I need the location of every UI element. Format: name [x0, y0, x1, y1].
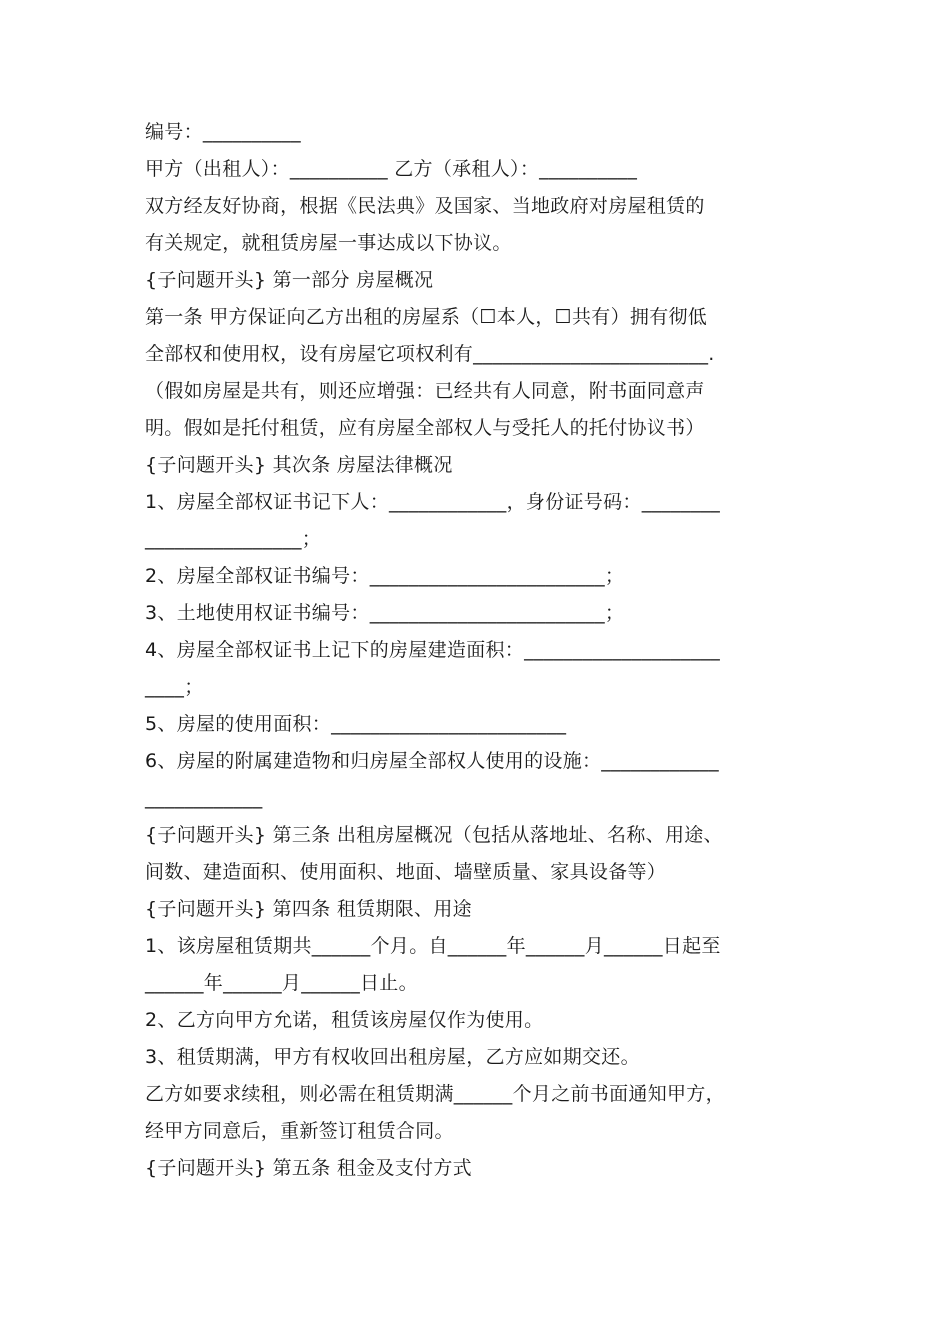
document-page [145, 114, 815, 1187]
article-4-item-2: 2、乙方向甲方允诺，租赁该房屋仅作为使用。 [145, 1009, 544, 1031]
article-3-line-2: 间数、建造面积、使用面积、地面、墙壁质量、家具设备等） [145, 861, 667, 883]
preamble-line-2: 有关规定，就租赁房屋一事达成以下协议。 [145, 232, 512, 254]
article-1-note-line-1: （假如房屋是共有，则还应增强：已经共有人同意，附书面同意声 [145, 380, 705, 402]
item-5-usable-area: 5、房屋的使用面积：________________________ [145, 713, 567, 735]
article-1-note-line-2: 明。假如是托付租赁，应有房屋全部权人与受托人的托付协议书） [145, 417, 705, 439]
item-6-facilities: 6、房屋的附属建造物和归房屋全部权人使用的设施：____________ [145, 750, 719, 772]
article-1-line-2: 全部权和使用权，设有房屋它项权利有________________________. [145, 343, 715, 365]
item-1-owner-line: 1、房屋全部权证书记下人：____________，身份证号码：________ [145, 491, 721, 513]
contract-number-line: 编号：__________ [145, 121, 301, 143]
item-4-building-area: 4、房屋全部权证书上记下的房屋建造面积：____________________ [145, 639, 721, 661]
parties-line: 甲方（出租人）：__________ 乙方（承租人）：__________ [145, 158, 638, 180]
article-1-line-1: 第一条 甲方保证向乙方出租的房屋系（☐本人，☐共有）拥有彻低 [145, 306, 708, 328]
item-4-building-area-cont: ____； [145, 676, 204, 698]
section-heading-article-2: {子问题开头} 其次条 房屋法律概况 [145, 454, 453, 476]
item-6-facilities-cont: ____________ [145, 787, 263, 809]
article-4-item-1: 1、该房屋租赁期共______个月。自______年______月______日起至 [145, 935, 721, 957]
preamble-line-1: 双方经友好协商，根据《民法典》及国家、当地政府对房屋租赁的 [145, 195, 705, 217]
item-1-owner-line-cont: ________________； [145, 528, 322, 550]
renewal-line-1: 乙方如要求续租，则必需在租赁期满______个月之前书面通知甲方， [145, 1083, 725, 1105]
item-2-certificate-number: 2、房屋全部权证书编号：________________________； [145, 565, 625, 587]
renewal-line-2: 经甲方同意后，重新签订租赁合同。 [145, 1120, 454, 1142]
item-3-land-certificate-number: 3、土地使用权证书编号：________________________； [145, 602, 625, 624]
article-4-item-1-cont: ______年______月______日止。 [145, 972, 418, 994]
section-heading-article-4: {子问题开头} 第四条 租赁期限、用途 [145, 898, 472, 920]
section-heading-part-1: {子问题开头} 第一部分 房屋概况 [145, 269, 434, 291]
section-heading-article-3: {子问题开头} 第三条 出租房屋概况（包括从落地址、名称、用途、 [145, 824, 723, 846]
article-4-item-3: 3、租赁期满，甲方有权收回出租房屋，乙方应如期交还。 [145, 1046, 640, 1068]
section-heading-article-5: {子问题开头} 第五条 租金及支付方式 [145, 1157, 472, 1179]
